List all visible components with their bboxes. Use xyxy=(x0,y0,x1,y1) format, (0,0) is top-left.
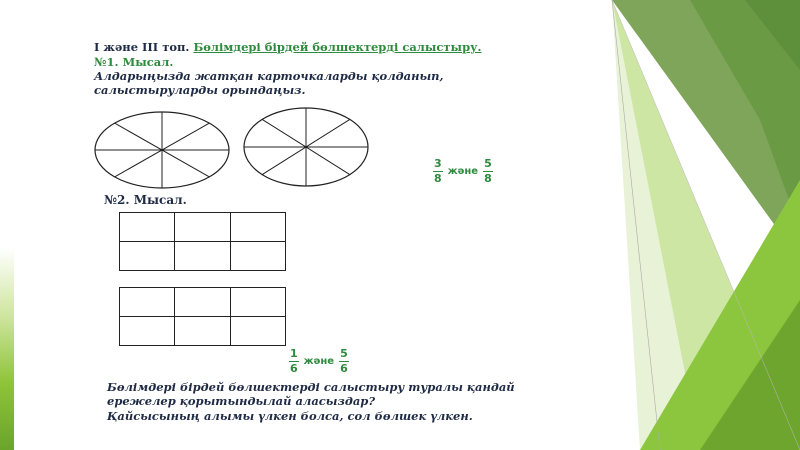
topic-title: Бөлімдері бірдей бөлшектерді салыстыру. xyxy=(193,40,482,54)
grid-cell xyxy=(120,242,175,271)
circle-card-1 xyxy=(92,110,232,190)
conjunction: және xyxy=(303,356,335,367)
fraction-1-6 xyxy=(289,348,299,375)
grid-cell xyxy=(120,317,175,346)
fraction-numerator: 5 xyxy=(340,347,348,360)
fraction-3-8 xyxy=(433,158,443,185)
example-1-label: №1. Мысал. xyxy=(94,55,174,69)
fraction-5-8 xyxy=(483,158,493,185)
grid-card-2 xyxy=(119,287,286,346)
circle-1-sectors xyxy=(95,112,229,188)
example-2-fractions xyxy=(289,348,349,375)
grid-cell xyxy=(175,288,230,317)
circle-card-2 xyxy=(241,106,371,188)
grid-cell xyxy=(231,242,286,271)
slide-heading xyxy=(94,40,482,54)
rule-question: Бөлімдері бірдей бөлшектерді салыстыру туралы қандай ережелер қорытындылай аласыздар? xyxy=(107,380,515,408)
grid-card-1 xyxy=(119,212,286,271)
fraction-5-6 xyxy=(339,348,349,375)
grid-cell xyxy=(120,213,175,242)
grid-cell xyxy=(231,317,286,346)
fraction-denominator: 6 xyxy=(340,362,348,375)
grid-cell xyxy=(231,213,286,242)
rule-answer: Қайсысының алымы үлкен болса, сол бөлшек үлкен. xyxy=(107,409,473,423)
grid-cell xyxy=(175,317,230,346)
fraction-numerator: 3 xyxy=(434,157,442,170)
example-2-label: №2. Мысал. xyxy=(104,193,187,207)
grid-cell xyxy=(231,288,286,317)
grid-cell xyxy=(175,213,230,242)
fraction-denominator: 8 xyxy=(434,172,442,185)
group-label: І және ІІІ топ. xyxy=(94,40,190,54)
grid-cell xyxy=(120,288,175,317)
example-1-instruction: Алдарыңызда жатқан карточкаларды қолданып, салыстыруларды орындаңыз. xyxy=(94,69,444,97)
circle-2-sectors xyxy=(244,108,368,186)
fraction-denominator: 6 xyxy=(290,362,298,375)
conjunction: және xyxy=(447,166,479,177)
fraction-numerator: 1 xyxy=(290,347,298,360)
grid-cell xyxy=(175,242,230,271)
fraction-denominator: 8 xyxy=(484,172,492,185)
fraction-numerator: 5 xyxy=(484,157,492,170)
example-1-fractions xyxy=(433,158,493,185)
